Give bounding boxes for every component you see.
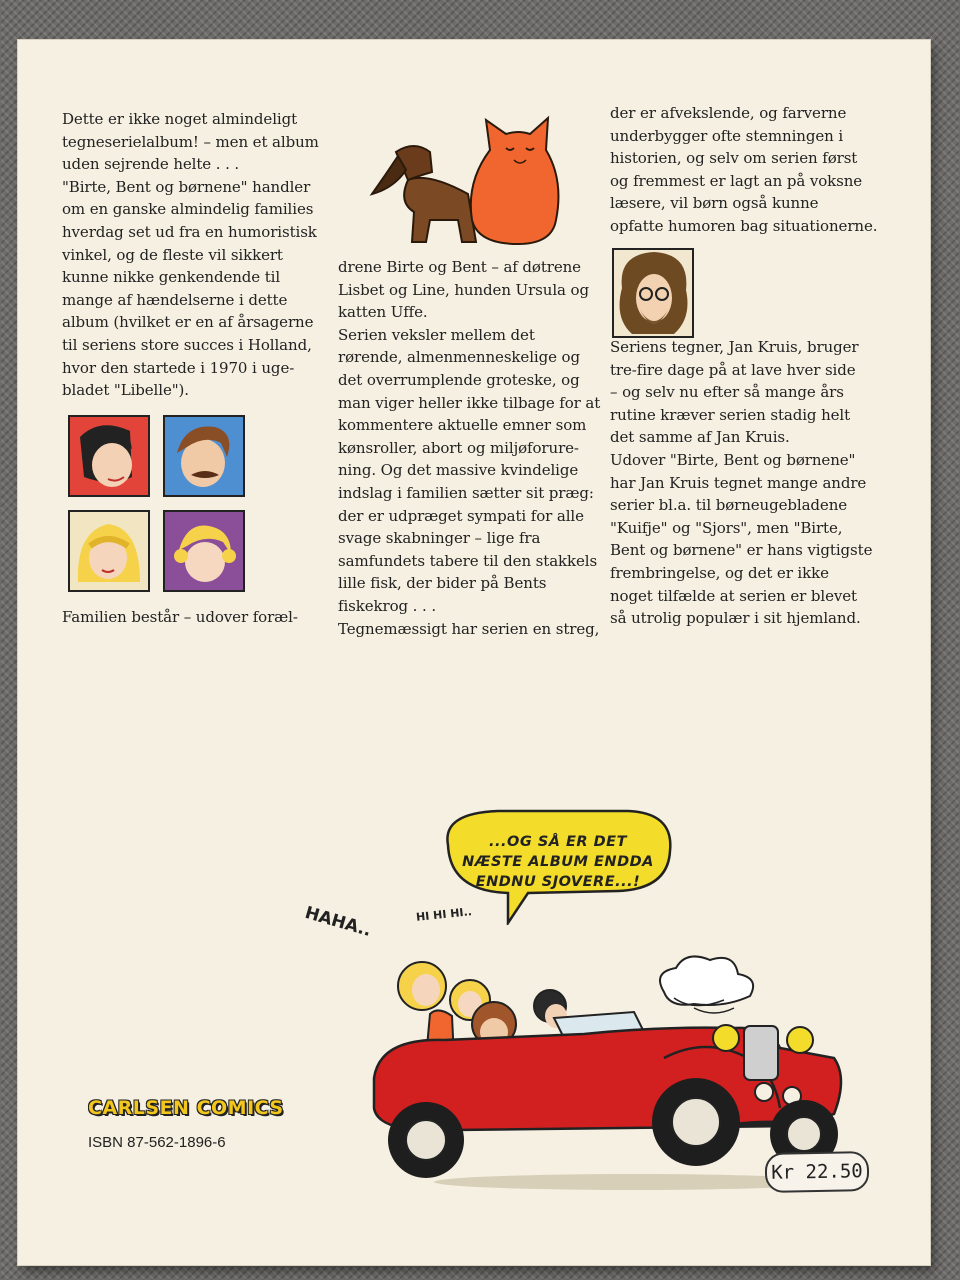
author-portrait — [612, 248, 694, 338]
portrait-line — [163, 510, 245, 592]
book-back-cover — [18, 40, 930, 1265]
right-text-column — [610, 102, 910, 238]
speech-bubble-text — [448, 832, 668, 892]
middle-paragraph: drene Birte og Bent – af døtrene Lisbet og Line, hunden Ursula og katten Uffe. Serien veksler mellem det rørende, almenmenneskelige og det overrumplende groteske, og man viger heller ikke tilbage for at kommentere aktuelle emner som kønsroller, abort og miljøforure- ning. Og det massive kvindelige indslag i familien sætter sit præg: der er udpræget sympati for alle svage skabninger – lige fra samfundets tabere til den stakkels lille fisk, der bider på Bents fiskekrog . . . Tegnemæssigt har serien en streg, — [338, 258, 601, 638]
publisher-logo: CARLSEN COMICS — [88, 1097, 284, 1119]
right-paragraph-1: der er afvekslende, og farverne underbygger ofte stemningen i historien, og selv om serien først og fremmest er lagt an på voksne læsere, vil børn også kunne opfatte humoren bag situationerne. — [610, 104, 878, 235]
family-caption-text: Familien består – udover foræl- — [62, 608, 298, 626]
bubble-line-3: ENDNU SJOVERE...! — [475, 874, 641, 890]
portrait-bent — [163, 415, 245, 497]
family-caption — [62, 606, 352, 629]
dog-and-cat-illustration — [368, 110, 568, 255]
haha-sfx: HAHA.. — [302, 903, 374, 941]
bubble-line-1: ...OG SÅ ER DET — [489, 834, 627, 850]
price-sticker: Kr 22.50 — [765, 1151, 870, 1193]
bubble-line-2: NÆSTE ALBUM ENDDA — [462, 854, 654, 870]
hihi-sfx: HI HI HI.. — [415, 905, 473, 924]
right-paragraph-2: Seriens tegner, Jan Kruis, bruger tre-fire dage på at lave hver side – og selv nu efter så mange års rutine kræver serien stadig helt det samme af Jan Kruis. Udover "Birte, Bent og børnene" har Jan Kruis tegnet mange andre serier bl.a. til børneugebladene "Kuifje" og "Sjors", men "Birte, Bent og børnene" er hans vigtigste frembringelse, og det er ikke noget tilfælde at serien er blevet så utrolig populær i sit hjemland. — [610, 338, 873, 628]
intro-paragraph: Dette er ikke noget almindeligt tegneserielalbum! – men et album uden sejrende helte . . . "Birte, Bent og børnene" handler om en ganske almindelig families hverdag set ud fra en humoristisk vinkel, og de fleste vil sikkert kunne nikke genkendende til mange af hændelserne i dette album (hvilket er en af årsagerne til seriens store succes i Holland, hvor den startede i 1970 i uge- bladet "Libelle"). — [62, 110, 319, 400]
intro-text-column — [62, 108, 352, 402]
portrait-lisbet — [68, 510, 150, 592]
portrait-birte — [68, 415, 150, 497]
right-text-column-lower — [610, 336, 910, 630]
isbn-number: ISBN 87-562-1896-6 — [88, 1134, 226, 1151]
middle-text-column — [338, 256, 628, 640]
family-portraits — [68, 415, 253, 600]
